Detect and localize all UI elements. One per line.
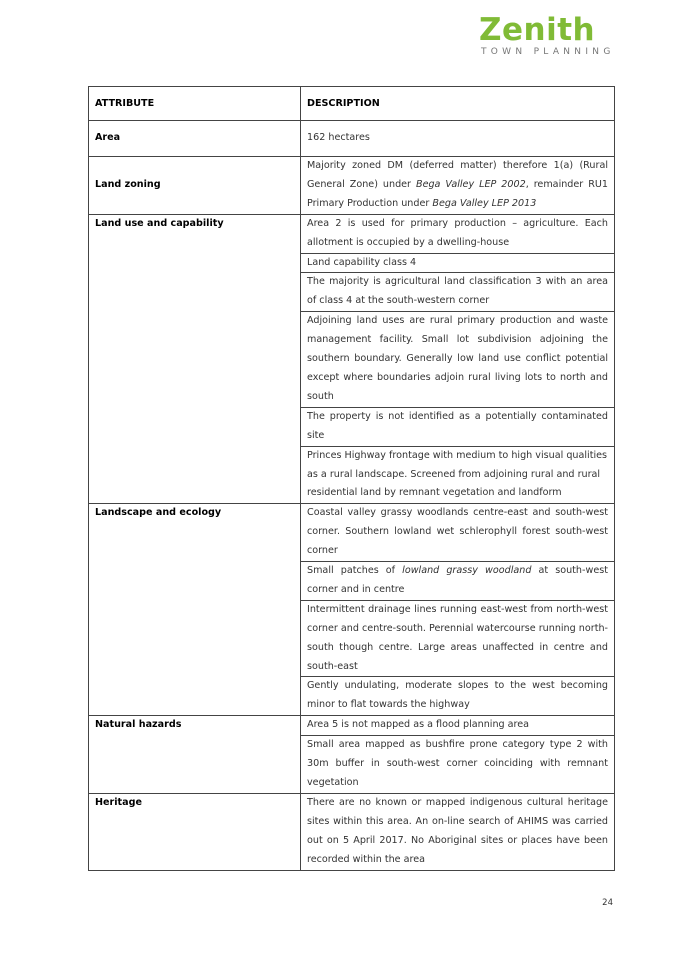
table-row-land-zoning — [89, 157, 615, 215]
logo-subtitle: TOWN PLANNING — [481, 47, 615, 57]
attribute-land-zoning: Land zoning — [95, 178, 161, 190]
landscape-item: Gently undulating, moderate slopes to the west becoming minor to flat towards the highway — [307, 680, 608, 711]
attribute-heritage: Heritage — [95, 796, 142, 808]
description-area: 162 hectares — [307, 132, 370, 143]
hazard-item: Area 5 is not mapped as a flood planning area — [301, 716, 614, 736]
land-use-item: The majority is agricultural land classification 3 with an area of class 4 at the south-western corner — [301, 273, 614, 312]
attribute-table — [88, 86, 615, 871]
land-use-item: Area 2 is used for primary production – agriculture. Each allotment is occupied by a dwelling-house — [301, 215, 614, 254]
description-heritage: There are no known or mapped indigenous cultural heritage sites within this area. An on-line search of AHIMS was carried out on 5 April 2017. No Aboriginal sites or places have been recorded within the area — [307, 796, 608, 865]
column-header-description: DESCRIPTION — [307, 98, 380, 109]
table-row-land-use — [89, 214, 615, 504]
land-use-item: Princes Highway frontage with medium to high visual qualities as a rural landscape. Screened from adjoining rural and rural residential land by remnant vegetation and landform — [307, 449, 608, 499]
attribute-landscape: Landscape and ecology — [95, 507, 222, 519]
table-header-row — [89, 87, 615, 121]
landscape-item: Small patches of lowland grassy woodland at south-west corner and in centre — [301, 562, 614, 601]
table-row-landscape — [89, 504, 615, 716]
land-use-item: The property is not identified as a potentially contaminated site — [301, 408, 614, 447]
hazard-item: Small area mapped as bushfire prone category type 2 with 30m buffer in south-west corner coinciding with remnant vegetation — [307, 739, 608, 788]
table-row-hazards — [89, 716, 615, 794]
attribute-area: Area — [95, 132, 121, 143]
zenith-logo — [473, 14, 623, 57]
description-land-zoning: Majority zoned DM (deferred matter) therefore 1(a) (Rural General Zone) under Bega Valley LEP 2002, remainder RU1 Primary Production under Bega Valley LEP 2013 — [301, 157, 615, 215]
landscape-item: Coastal valley grassy woodlands centre-east and south-west corner. Southern lowland wet schlerophyll forest south-west corner — [301, 504, 614, 562]
attribute-natural-hazards: Natural hazards — [95, 719, 182, 731]
table-row-area — [89, 121, 615, 157]
logo-wordmark: Zenith — [479, 12, 596, 48]
attribute-land-use: Land use and capability — [95, 217, 224, 229]
page-number: 24 — [602, 898, 613, 908]
land-use-item: Land capability class 4 — [301, 254, 614, 274]
column-header-attribute: ATTRIBUTE — [95, 98, 155, 109]
land-use-item: Adjoining land uses are rural primary production and waste management facility. Small lot subdivision adjoining the southern boundary. Generally low land use conflict potential except where boundaries adjoin rural living lots to north and south — [301, 312, 614, 408]
landscape-item: Intermittent drainage lines running east-west from north-west corner and centre-south. Perennial watercourse running north-south though centre. Large areas unaffected in centre and south-east — [301, 601, 614, 678]
table-row-heritage — [89, 793, 615, 870]
